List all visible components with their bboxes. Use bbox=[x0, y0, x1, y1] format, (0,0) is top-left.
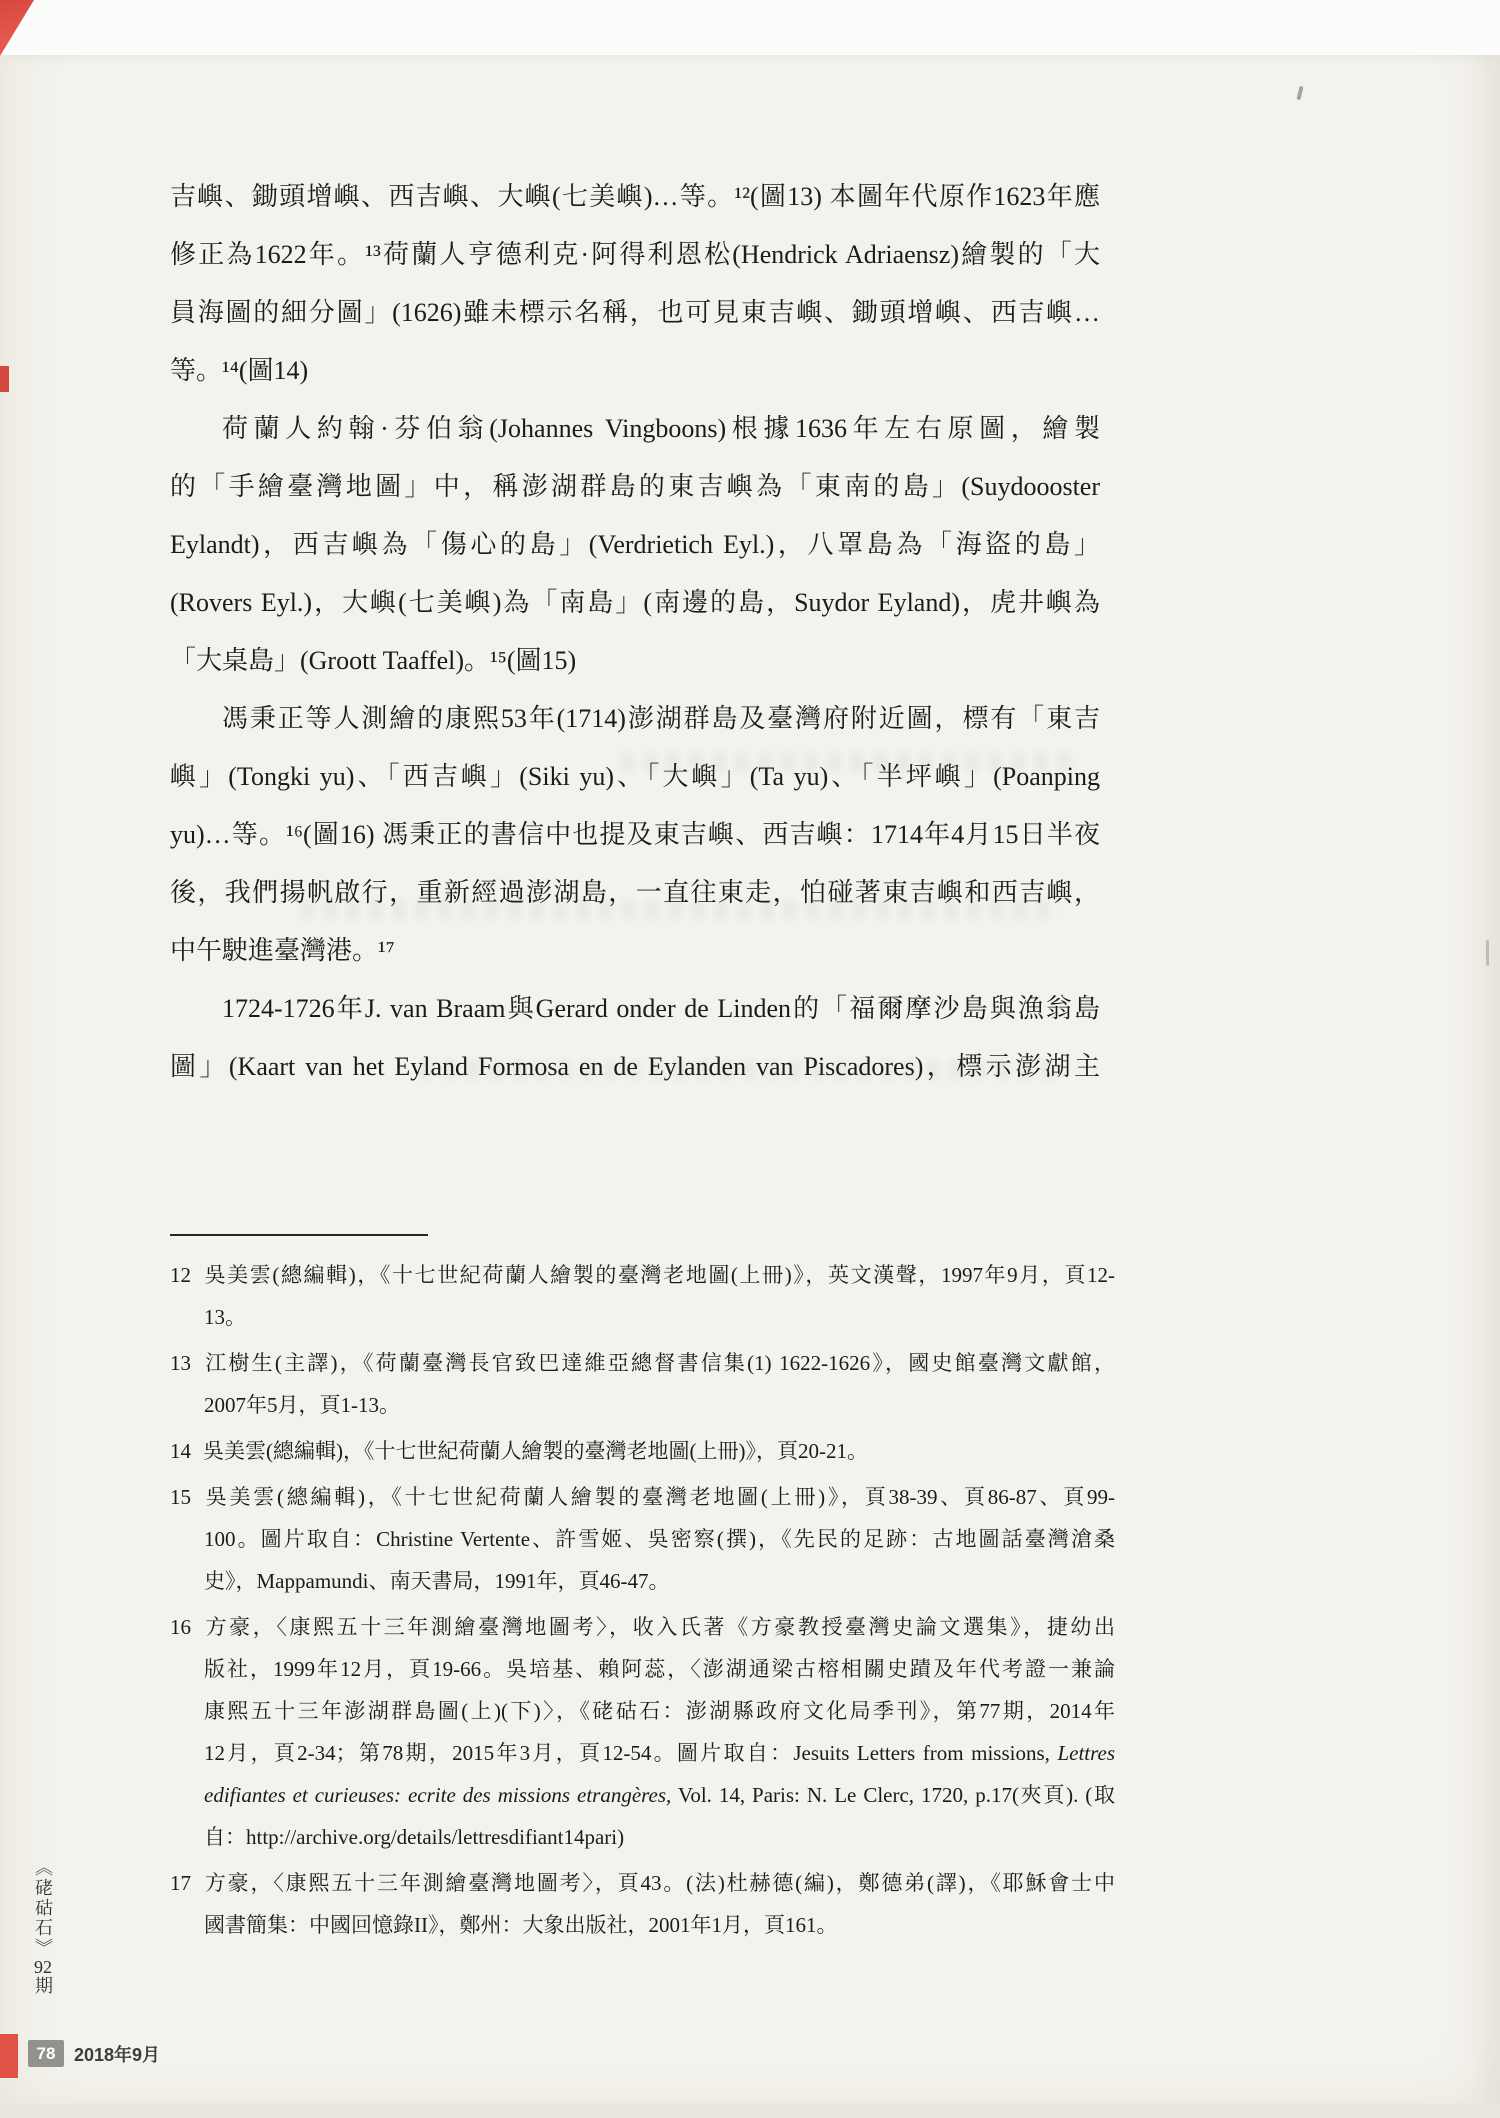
footnote-line: 100。圖片取自：Christine Vertente、許雪姬、吳密察(撰)，《先民的足跡：古地圖話臺灣滄桑 bbox=[204, 1527, 1115, 1551]
footnote-line: 版社，1999年12月，頁19-66。吳培基、賴阿蕊，〈澎湖通梁古榕相關史蹟及年代考證一兼論 bbox=[204, 1657, 1115, 1681]
journal-spine-title bbox=[30, 1858, 56, 2038]
body-line: 員海圖的細分圖」(1626)雖未標示名稱，也可見東吉嶼、鋤頭增嶼、西吉嶼… bbox=[170, 298, 1100, 327]
footnote-line: edifiantes et curieuses: ecrite des missions etrangères, Vol. 14, Paris: N. Le Clerc, 1720, p.17(夾頁). (取 bbox=[204, 1783, 1115, 1807]
body-line: Eylandt)，西吉嶼為「傷心的島」(Verdrietich Eyl.)，八罩島為「海盜的島」 bbox=[170, 530, 1100, 559]
footnote-text: 吳美雲(總編輯)，《十七世紀荷蘭人繪製的臺灣老地圖(上冊)》，頁38-39、頁86-87、頁99- bbox=[203, 1485, 1115, 1509]
body-line: 「大桌島」(Groott Taaffel)。¹⁵(圖15) bbox=[170, 646, 577, 675]
footnotes bbox=[170, 1254, 1115, 1946]
body-line: 等。¹⁴(圖14) bbox=[170, 356, 309, 385]
footnote-line bbox=[170, 1430, 1115, 1472]
body-line: 中午駛進臺灣港。¹⁷ bbox=[170, 936, 395, 965]
footnote-line: 13。 bbox=[204, 1305, 246, 1329]
footnote-line bbox=[170, 1606, 1115, 1648]
body-line: 荷蘭人約翰·芬伯翁(Johannes Vingboons)根據1636年左右原圖，繪製 bbox=[222, 414, 1100, 443]
scan-artifact-bottom-left bbox=[0, 2034, 18, 2078]
footnote-text: 江樹生(主譯)，《荷蘭臺灣長官致巴達維亞總督書信集(1) 1622-1626》，國史館臺灣文獻館， bbox=[203, 1351, 1115, 1375]
body-line: 吉嶼、鋤頭增嶼、西吉嶼、大嶼(七美嶼)…等。¹²(圖13) 本圖年代原作1623年應 bbox=[170, 182, 1100, 211]
body-line: yu)…等。¹⁶(圖16) 馮秉正的書信中也提及東吉嶼、西吉嶼：1714年4月15日半夜 bbox=[170, 820, 1100, 849]
footnote-number: 13 bbox=[170, 1351, 191, 1375]
page-number: 78 bbox=[28, 2040, 64, 2067]
body-line: 1724-1726年J. van Braam與Gerard onder de Linden的「福爾摩沙島與漁翁島 bbox=[222, 994, 1100, 1023]
footnote-line: 國書簡集：中國回憶錄II》，鄭州：大象出版社，2001年1月，頁161。 bbox=[204, 1913, 838, 1937]
body-line: 修正為1622年。¹³荷蘭人亨德利克·阿得利恩松(Hendrick Adriaensz)繪製的「大 bbox=[170, 240, 1100, 269]
page-footer bbox=[28, 2040, 160, 2067]
footnote-number: 12 bbox=[170, 1263, 191, 1287]
footnote-text: 方豪，〈康熙五十三年測繪臺灣地圖考〉，收入氏著《方豪教授臺灣史論文選集》，捷幼出 bbox=[203, 1615, 1115, 1639]
footnote-line: 史》，Mappamundi、南天書局，1991年，頁46-47。 bbox=[204, 1569, 670, 1593]
issue-date: 2018年9月 bbox=[74, 2044, 161, 2065]
footnote-text: 吳美雲(總編輯)，《十七世紀荷蘭人繪製的臺灣老地圖(上冊)》，頁20-21。 bbox=[203, 1439, 868, 1463]
scan-top-edge bbox=[0, 0, 1500, 55]
body-line: 嶼」(Tongki yu)、「西吉嶼」(Siki yu)、「大嶼」(Ta yu)、「半坪嶼」(Poanping bbox=[170, 762, 1100, 791]
scan-speck bbox=[1296, 86, 1303, 101]
footnote-text: 吳美雲(總編輯)，《十七世紀荷蘭人繪製的臺灣老地圖(上冊)》，英文漢聲，1997年9月，頁12- bbox=[203, 1263, 1115, 1287]
footnote-line: 2007年5月，頁1-13。 bbox=[204, 1393, 400, 1417]
footnote-line: 康熙五十三年澎湖群島圖(上)(下)〉，《硓𥑮石：澎湖縣政府文化局季刊》，第77期，2014年 bbox=[204, 1699, 1115, 1723]
body-line: 的「手繪臺灣地圖」中，稱澎湖群島的東吉嶼為「東南的島」(Suydoooster bbox=[170, 472, 1100, 501]
footnote-line bbox=[170, 1254, 1115, 1296]
article-body bbox=[170, 168, 1100, 1096]
issue-suffix: 期 bbox=[33, 1976, 53, 1996]
footnote-number: 16 bbox=[170, 1615, 191, 1639]
footnote-separator bbox=[170, 1234, 428, 1236]
issue-number: 92 bbox=[34, 1958, 52, 1976]
footnote-line bbox=[170, 1342, 1115, 1384]
footnote-line: 12月，頁2-34；第78期，2015年3月，頁12-54。圖片取自：Jesuits Letters from missions, Lettres bbox=[204, 1741, 1115, 1765]
footnote-line bbox=[170, 1476, 1115, 1518]
body-line: (Rovers Eyl.)，大嶼(七美嶼)為「南島」(南邊的島，Suydor Eyland)，虎井嶼為 bbox=[170, 588, 1100, 617]
footnote-number: 14 bbox=[170, 1439, 191, 1463]
body-line: 後，我們揚帆啟行，重新經過澎湖島，一直往東走，怕碰著東吉嶼和西吉嶼， bbox=[170, 878, 1100, 907]
body-line: 馮秉正等人測繪的康熙53年(1714)澎湖群島及臺灣府附近圖，標有「東吉 bbox=[222, 704, 1100, 733]
footnote-number: 17 bbox=[170, 1871, 191, 1895]
footnote-line bbox=[170, 1862, 1115, 1904]
scan-artifact-left-edge bbox=[0, 366, 9, 392]
footnote-text: 方豪，〈康熙五十三年測繪臺灣地圖考〉，頁43。(法)杜赫德(編)，鄭德弟(譯)，《耶穌會士中 bbox=[203, 1871, 1115, 1895]
scan-bottom-edge bbox=[0, 2104, 1500, 2118]
body-line: 圖」(Kaart van het Eyland Formosa en de Eylanden van Piscadores)，標示澎湖主 bbox=[170, 1052, 1100, 1081]
journal-title: 《硓𥑮石》 bbox=[33, 1858, 53, 1958]
scan-speck bbox=[1486, 940, 1489, 966]
footnote-line: 自：http://archive.org/details/lettresdifiant14pari) bbox=[204, 1825, 625, 1849]
footnote-number: 15 bbox=[170, 1485, 191, 1509]
